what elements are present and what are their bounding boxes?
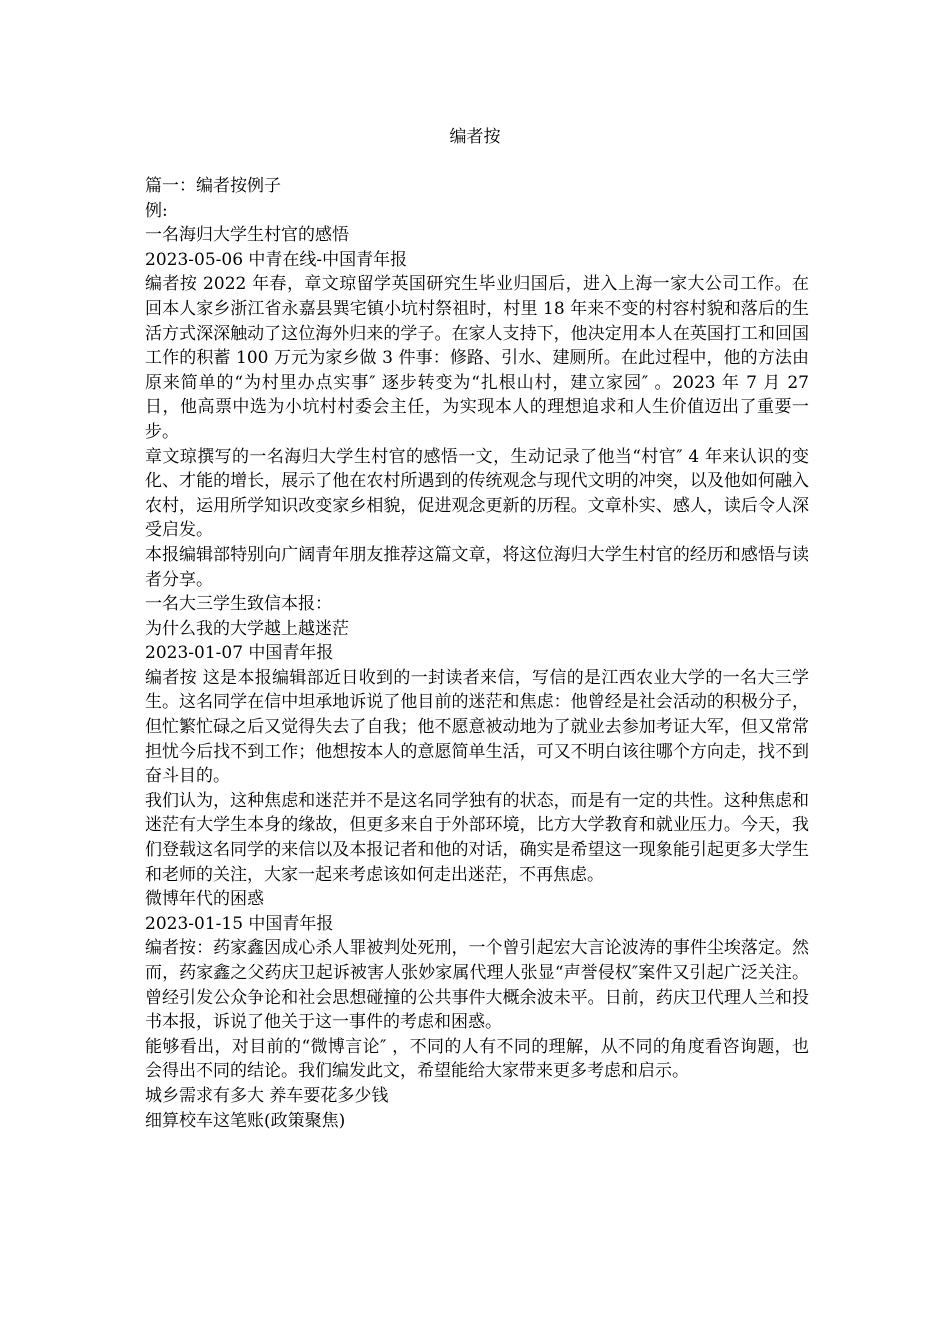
article-dateline: 2023-01-07 中国青年报	[145, 643, 334, 664]
paragraph: 编者按：药家鑫因成心杀人罪被判处死刑，一个曾引起宏大言论波涛的事件尘埃落定。然而，药家鑫之父药庆卫起诉被害人张妙家属代理人张显“声誉侵权″案件又引起广泛关注。曾经引发公众争论和社会思想碰撞的公共事件大概余波未平。日前，药庆卫代理人兰和投书本报，诉说了他关于这一事件的考虑和困惑。	[145, 938, 809, 1033]
article-title: 微博年代的困惑	[145, 889, 264, 910]
article-title: 城乡需求有多大 养车要花多少钱	[145, 1085, 389, 1106]
paragraph: 章文琼撰写的一名海归大学生村官的感悟一文，生动记录了他当“村官″ 4 年来认识的变化、才能的增长，展示了他在农村所遇到的传统观念与现代文明的冲突，以及他如何融入农村，运用所学知识改变家乡相貌，促进观念更新的历程。文章朴实、感人，读后令人深受启发。	[145, 446, 809, 541]
document-body	[145, 174, 809, 1133]
article-dateline: 2023-01-15 中国青年报	[145, 913, 334, 934]
paragraph: 编者按 2022 年春，章文琼留学英国研究生毕业归国后，进入上海一家大公司工作。在回本人家乡浙江省永嘉县巽宅镇小坑村祭祖时，村里 18 年来不变的村容村貌和落后的生活方式深深触动了这位海外归来的学子。在家人支持下，他决定用本人在英国打工和回国工作的积蓄 100 万元为家乡做 3 件事：修路、引水、建厕所。在此过程中，他的方法由原来简单的“为村里办点实事″ 逐步转变为“扎根山村，建立家园″ 。2023 年 7 月 27 日，他高票中选为小坑村村委会主任，为实现本人的理想追求和人生价值迈出了重要一步。	[145, 274, 809, 442]
paragraph: 本报编辑部特别向广阔青年朋友推荐这篇文章，将这位海归大学生村官的经历和感悟与读者分享。	[145, 544, 809, 590]
example-label: 例:	[145, 200, 168, 221]
paragraph: 编者按 这是本报编辑部近日收到的一封读者来信，写信的是江西农业大学的一名大三学生。这名同学在信中坦承地诉说了他目前的迷茫和焦虑：他曾经是社会活动的积极分子，但忙繁忙碌之后又觉得失去了自我；他不愿意被动地为了就业去参加考证大军，但又常常担忧今后找不到工作；他想按本人的意愿简单生活，可又不明白该往哪个方向走，找不到奋斗目的。	[145, 667, 809, 787]
section-heading: 篇一：编者按例子	[145, 176, 281, 196]
article-title: 一名海归大学生村官的感悟	[145, 225, 349, 246]
paragraph: 我们认为，这种焦虑和迷茫并不是这名同学独有的状态，而是有一定的共性。这种焦虑和迷茫有大学生本身的缘故，但更多来自于外部环境，比方大学教育和就业压力。今天，我们登载这名同学的来信以及本报记者和他的对话，确实是希望这一现象能引起更多大学生和老师的关注，大家一起来考虑该如何走出迷茫，不再焦虑。	[145, 790, 809, 885]
article-dateline: 2023-05-06 中青在线-中国青年报	[145, 249, 408, 270]
paragraph: 能够看出，对目前的“微博言论″ ，不同的人有不同的理解，从不同的角度看咨询题，也会得出不同的结论。我们编发此文，希望能给大家带来更多考虑和启示。	[145, 1036, 809, 1082]
article-title: 细算校车这笔账(政策聚焦)	[145, 1110, 346, 1131]
article-subtitle: 一名大三学生致信本报：	[145, 594, 332, 615]
article-title: 为什么我的大学越上越迷茫	[145, 618, 349, 639]
page-title: 编者按	[449, 127, 501, 147]
